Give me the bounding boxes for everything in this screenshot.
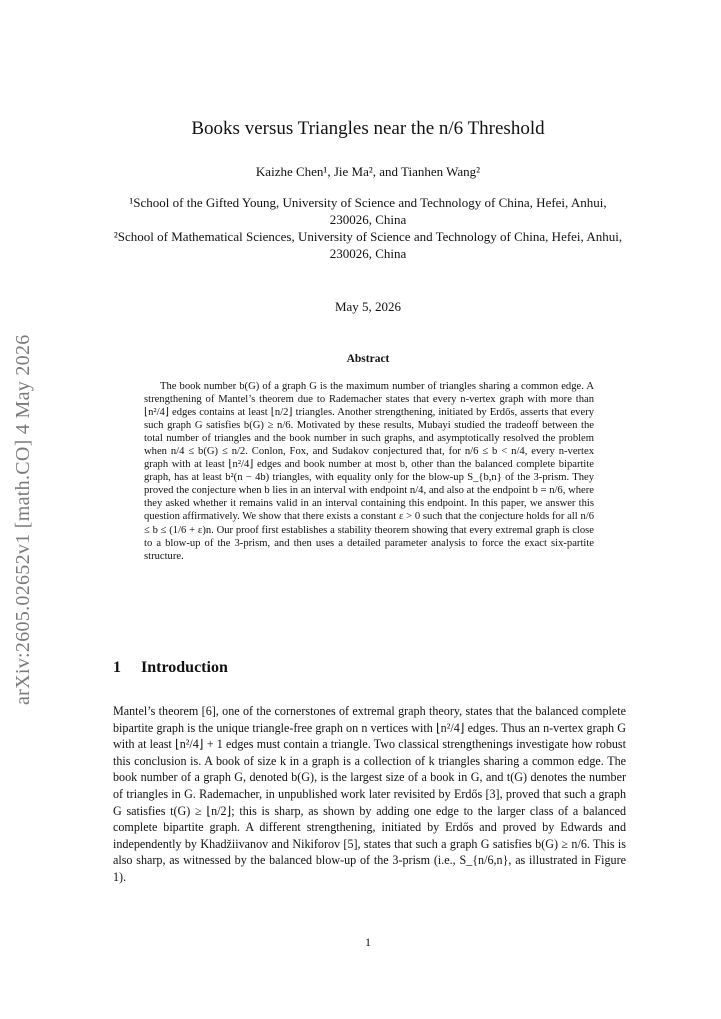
- introduction-text: Mantel’s theorem [6], one of the cornerstones of extremal graph theory, states that the balanced complete bipartite graph is the unique triangle-free graph on n vertices with ⌊n²/4⌋ edges. Thus an n-vertex graph G with at least ⌊n²/4⌋ + 1 edges must contain a triangle. Two classical strengthenings investigate how robust this conclusion is. A book of size k in a graph is a collection of k triangles sharing a common edge. The book number of a graph G, denoted b(G), is the largest size of a book in G, and t(G) denotes the number of triangles in G. Rademacher, in unpublished work later revisited by Erdős [3], proved that such a graph G satisfies t(G) ≥ ⌊n/2⌋; this is sharp, as shown by adding one edge to the larger class of a balanced complete bipartite graph. A different strengthening, initiated by Erdős and proved by Edwards and independently by Khadžiivanov and Nikiforov [5], states that such a graph G satisfies b(G) ≥ n/6. This is also sharp, as witnessed by the balanced blow-up of the 3-prism (i.e., S_{n/6,n}, as illustrated in Figure 1).: [113, 704, 626, 884]
- affiliation-list: [108, 194, 628, 262]
- author-list: Kaizhe Chen¹, Jie Ma², and Tianhen Wang²: [255, 164, 481, 179]
- arxiv-identifier-stamp[interactable]: arXiv:2605.02652v1 [math.CO] 4 May 2026: [12, 334, 34, 705]
- section-title: Introduction: [141, 659, 228, 676]
- abstract-text: The book number b(G) of a graph G is the maximum number of triangles sharing a common edge. A strengthening of Mantel’s theorem due to Rademacher states that every n-vertex graph with more than ⌊n²/4⌋ edges contains at least ⌊n/2⌋ triangles. Another strengthening, initiated by Erdős, asserts that every such graph G satisfies b(G) ≥ n/6. Motivated by these results, Mubayi studied the tradeoff between the total number of triangles and the book number in such graphs, and asymptotically resolved the problem when n/4 ≤ b(G) ≤ n/2. Conlon, Fox, and Sudakov conjectured that, for n/6 ≤ b < n/4, every n-vertex graph with at least ⌊n²/4⌋ edges and book number at most b, other than the balanced complete bipartite graph, has at least b²(n − 4b) triangles, with equality only for the blow-up S_{b,n} of the 3-prism. They proved the conjecture when b lies in an interval with endpoint n/4, and also at the endpoint b = n/6, where they asked whether it remains valid in an interval containing this endpoint. In this paper, we answer this question affirmatively. We show that there exists a constant ε > 0 such that the conjecture holds for all n/6 ≤ b ≤ (1/6 + ε)n. Our proof first establishes a stability theorem showing that every extremal graph is close to a blow-up of the 3-prism, and then uses a detailed parameter analysis to force the exact six-partite structure.: [144, 381, 594, 562]
- section-number: 1: [113, 659, 121, 676]
- section-heading-introduction: [113, 659, 513, 677]
- affiliation-1: ¹School of the Gifted Young, University of Science and Technology of China, Hefei, Anhui, 230026, China: [129, 195, 607, 227]
- affiliation-2: ²School of Mathematical Sciences, University of Science and Technology of China, Hefei, Anhui, 230026, China: [113, 229, 623, 261]
- abstract-heading: Abstract: [346, 353, 390, 365]
- publication-date: May 5, 2026: [334, 299, 402, 314]
- paper-title: Books versus Triangles near the n/6 Threshold: [191, 118, 545, 139]
- page-number: 1: [365, 935, 371, 949]
